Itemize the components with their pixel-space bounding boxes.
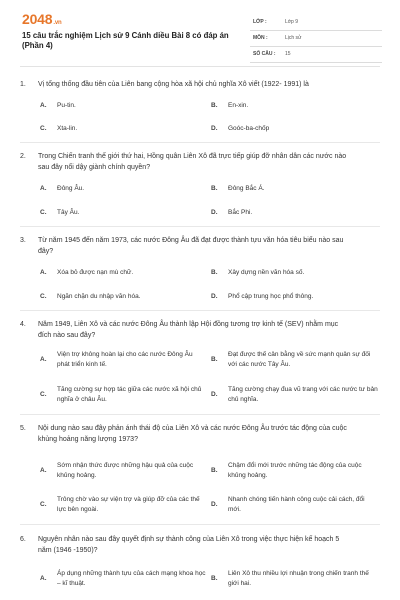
option-label: D. — [211, 209, 218, 216]
option-text: Tăng cường sự hợp tác giữa các nước xã hội chủ nghĩa ở châu Âu. — [57, 386, 202, 403]
question-separator — [20, 142, 380, 143]
option-text: Đông Bắc Á. — [228, 185, 265, 192]
logo-suffix: .vn — [53, 20, 62, 26]
option-label: A. — [40, 102, 47, 109]
option-text: Xta-lin. — [57, 125, 78, 132]
option-text: Tây Âu. — [57, 209, 80, 216]
option-label: B. — [211, 575, 218, 582]
question-separator — [20, 524, 380, 525]
question-body: Trong Chiến tranh thế giới thứ hai, Hồng quân Liên Xô đã trực tiếp giúp đỡ nhân dân các nước nào sau đây nổi dậy giành chính quyền? — [38, 153, 347, 171]
option-label: C. — [40, 391, 47, 398]
question-number: 6. — [20, 536, 26, 543]
option-label: A. — [40, 356, 47, 363]
question-text — [20, 319, 370, 341]
option-text: En-xin. — [228, 102, 249, 109]
header-divider — [20, 66, 380, 67]
option-text: Phổ cập trung học phổ thông. — [228, 293, 314, 300]
question-body: Vị tổng thống đầu tiên của Liên bang cộng hòa xã hội chủ nghĩa Xô viết (1922- 1991) là — [38, 81, 309, 88]
question-separator — [20, 414, 380, 415]
option-label: C. — [40, 501, 47, 508]
option-label: C. — [40, 209, 47, 216]
option-text: Viện trợ không hoàn lại cho các nước Đông Âu phát triển kinh tế. — [57, 351, 193, 368]
page-header — [0, 0, 400, 62]
option-label: C. — [40, 125, 47, 132]
question-number: 5. — [20, 425, 26, 432]
meta-key: MÔN : — [253, 35, 268, 41]
document-title: 15 câu trắc nghiệm Lịch sử 9 Cánh diều Bài 8 có đáp án (Phần 4) — [22, 31, 229, 50]
option-label: B. — [211, 269, 218, 276]
option-text: Trông chờ vào sự viện trợ và giúp đỡ của các thế lực bên ngoài. — [57, 496, 200, 513]
option-text: Đông Âu. — [57, 185, 85, 192]
option-label: D. — [211, 293, 218, 300]
option-text: Ngăn chặn du nhập văn hóa. — [57, 293, 141, 300]
option-label: B. — [211, 102, 218, 109]
logo-text: 2048 — [22, 11, 53, 27]
option-text: Áp dụng những thành tựu của cách mạng khoa học – kĩ thuật. — [57, 570, 206, 587]
meta-key: SỐ CÂU : — [253, 51, 276, 57]
option-text: Đạt được thế cân bằng về sức mạnh quân sự đối với các nước Tây Âu. — [228, 351, 371, 368]
option-label: D. — [211, 501, 218, 508]
option-label: C. — [40, 293, 47, 300]
option-text: Liên Xô thu nhiều lợi nhuận trong chiến tranh thế giới hai. — [228, 570, 369, 587]
question-text — [20, 79, 370, 90]
question-number: 4. — [20, 321, 26, 328]
question-number: 2. — [20, 153, 26, 160]
option-text: Tăng cường chạy đua vũ trang với các nước tư bản chủ nghĩa. — [228, 386, 378, 403]
meta-key: LỚP : — [253, 19, 267, 25]
option-text: Xây dựng nền văn hóa số. — [228, 269, 305, 276]
question-text — [20, 534, 370, 556]
meta-value: 15 — [285, 51, 291, 57]
option-text: Chậm đổi mới trước những tác động của cuộc khủng hoảng. — [228, 462, 362, 479]
site-logo[interactable] — [22, 11, 61, 27]
question-number: 3. — [20, 237, 26, 244]
meta-row-grade — [250, 15, 382, 31]
meta-table — [250, 15, 382, 63]
meta-value: Lớp 9 — [285, 19, 299, 25]
question-text — [20, 423, 370, 445]
question-number: 1. — [20, 81, 26, 88]
option-label: A. — [40, 185, 47, 192]
option-text: Xóa bỏ được nạn mù chữ. — [57, 269, 134, 276]
option-label: B. — [211, 467, 218, 474]
question-separator — [20, 226, 380, 227]
option-label: A. — [40, 575, 47, 582]
option-label: B. — [211, 185, 218, 192]
option-label: D. — [211, 125, 218, 132]
question-separator — [20, 310, 380, 311]
meta-row-count — [250, 47, 382, 63]
meta-value: Lịch sử — [285, 35, 302, 41]
question-body: Nguyên nhân nào sau đây quyết định sự thành công của Liên Xô trong việc thực hiện kế hoạch 5 năm (1946 -1950)? — [38, 536, 340, 554]
option-text: Sớm nhận thức được những hậu quả của cuộc khủng hoảng. — [57, 462, 194, 479]
question-body: Từ năm 1945 đến năm 1973, các nước Đông Âu đã đạt được thành tựu văn hóa tiêu biểu nào sau đây? — [38, 237, 344, 255]
option-label: A. — [40, 269, 47, 276]
question-body: Nội dung nào sau đây phản ánh thái độ của Liên Xô và các nước Đông Âu trước tác động của cuộc khủng hoảng năng lượng 1973? — [38, 425, 347, 443]
meta-row-subject — [250, 31, 382, 47]
question-text — [20, 235, 370, 257]
option-text: Goóc-ba-chốp — [228, 125, 270, 132]
option-label: D. — [211, 391, 218, 398]
option-label: A. — [40, 467, 47, 474]
option-text: Nhanh chóng tiến hành công cuộc cải cách, đổi mới. — [228, 496, 365, 513]
option-label: B. — [211, 356, 218, 363]
option-text: Pu-tin. — [57, 102, 76, 109]
question-text — [20, 151, 370, 173]
option-text: Bắc Phi. — [228, 209, 253, 216]
question-body: Năm 1949, Liên Xô và các nước Đông Âu thành lập Hội đồng tương trợ kinh tế (SEV) nhằm mục đích nào sau đây? — [38, 321, 339, 339]
